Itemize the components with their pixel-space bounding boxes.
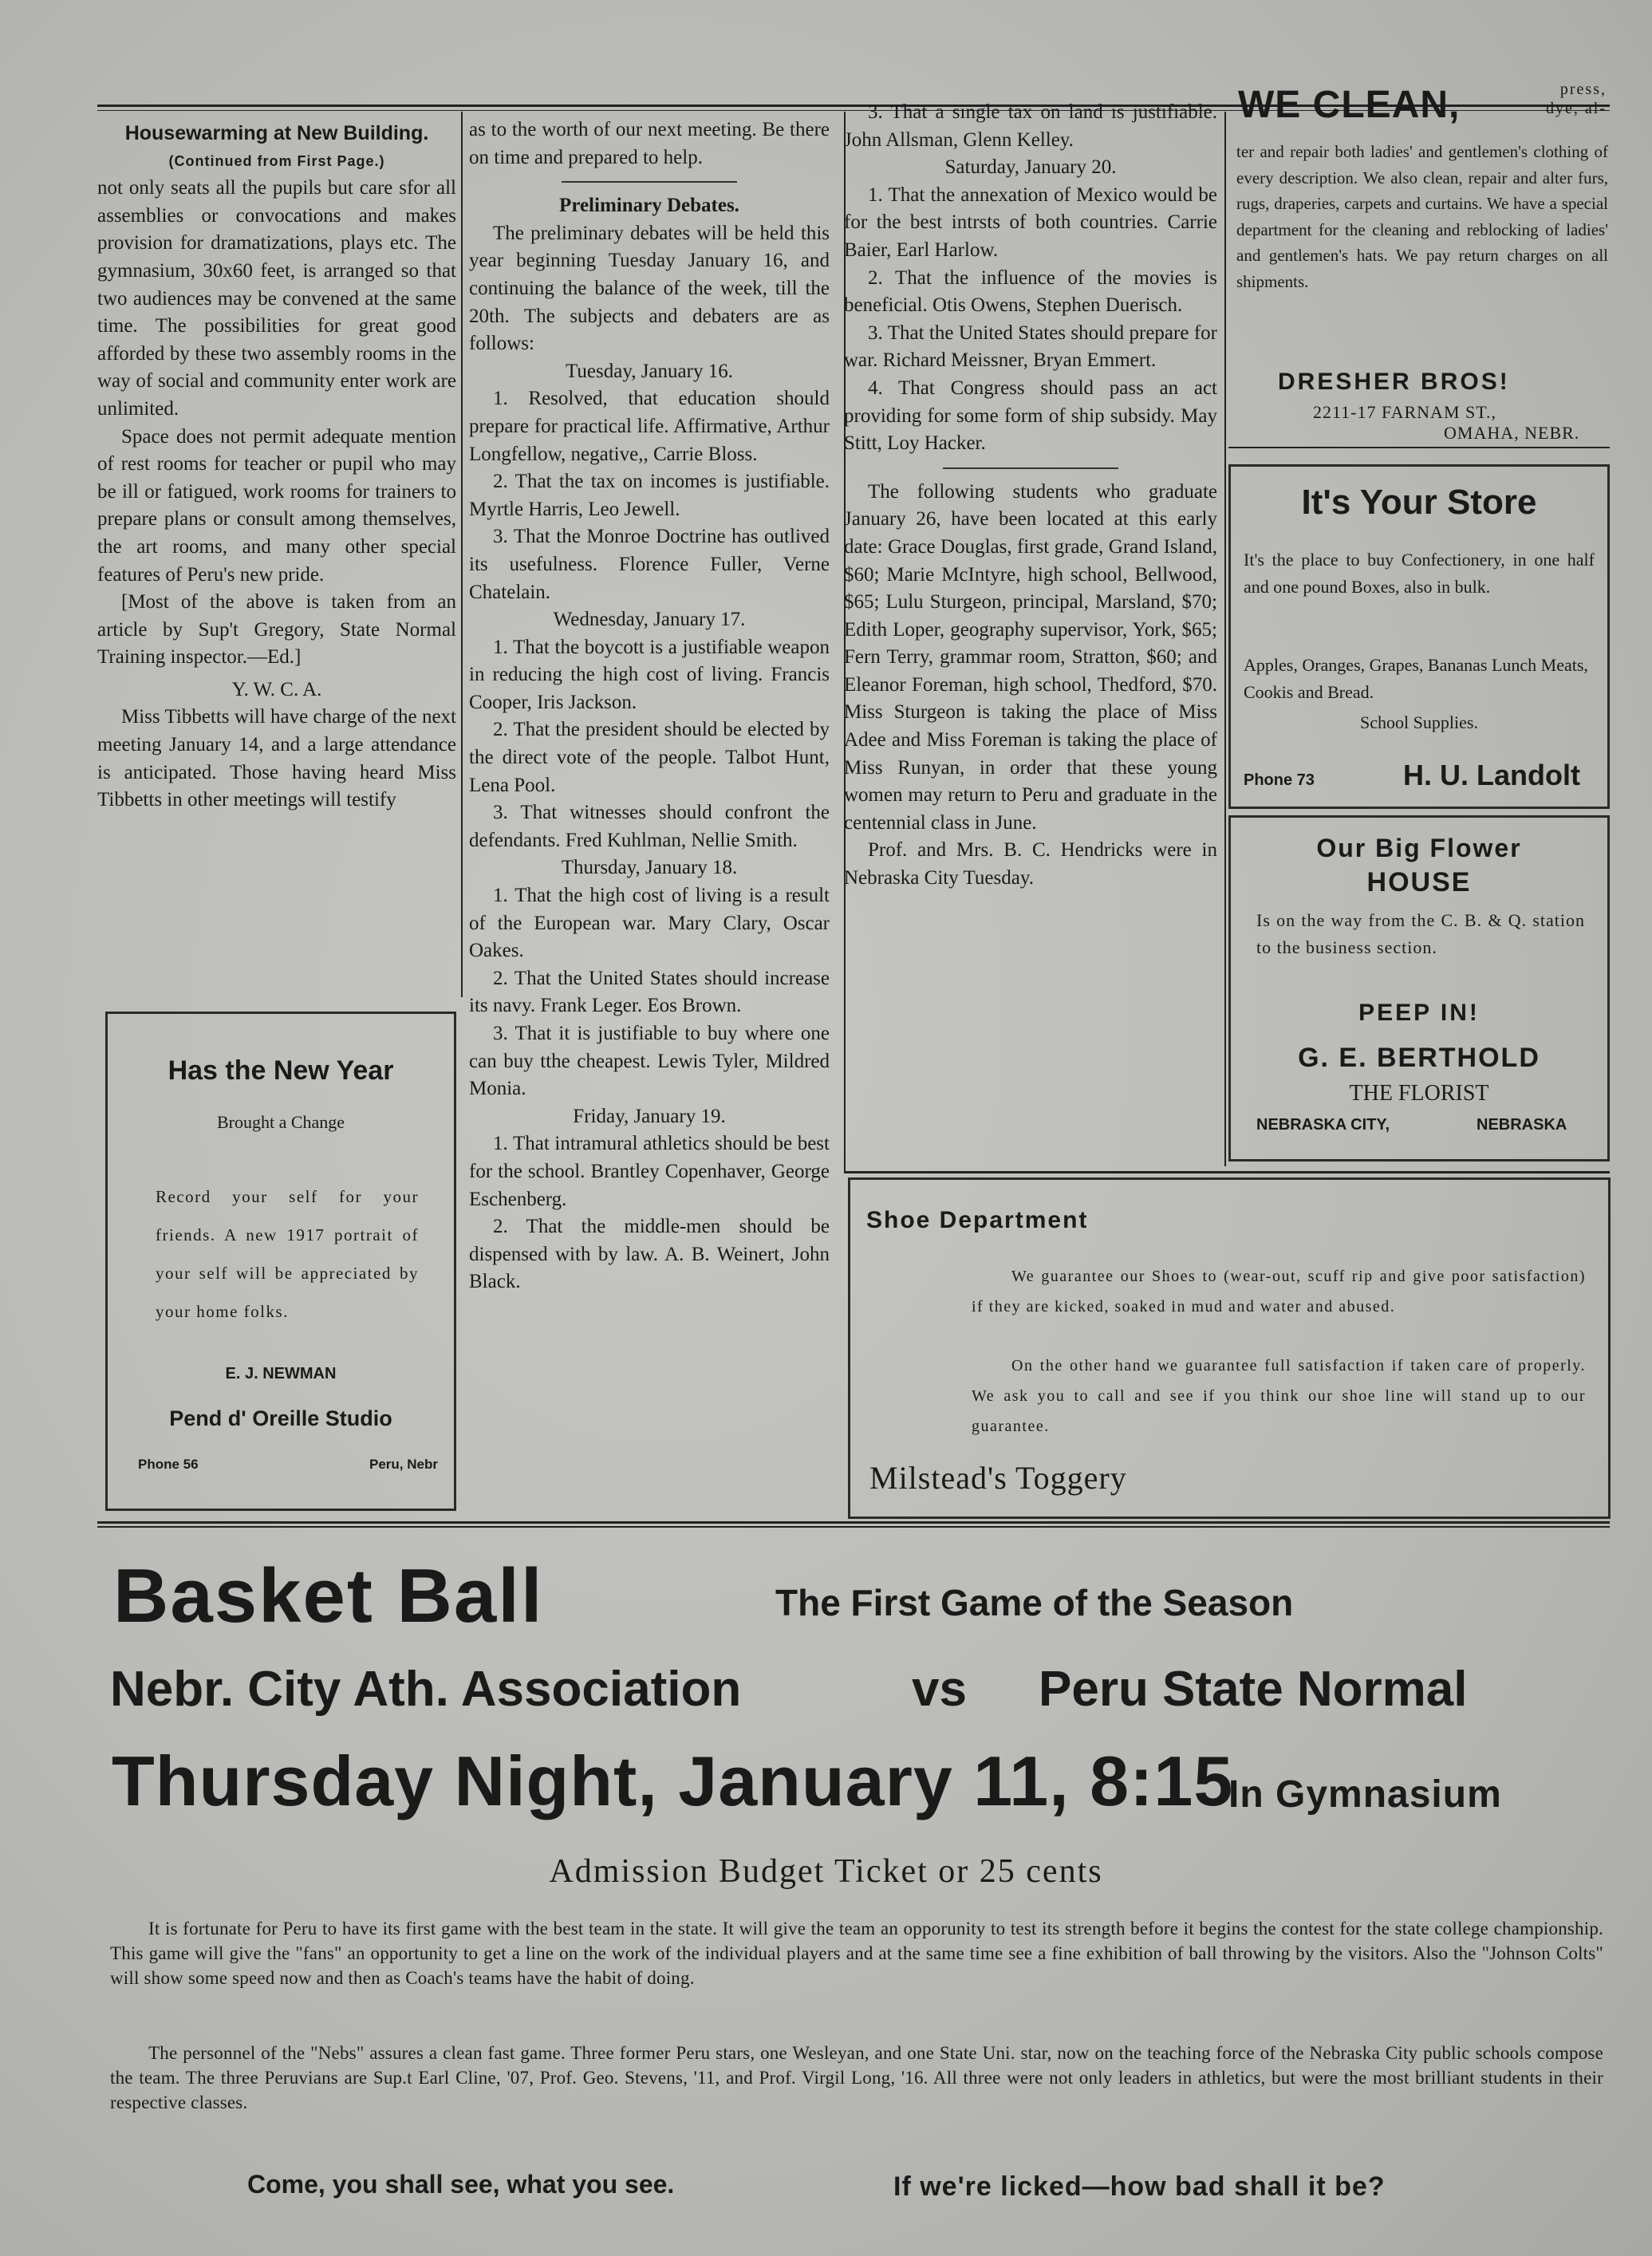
divider bbox=[562, 181, 737, 183]
debate-item: 3. That the Monroe Doctrine has outlived its usefulness. Florence Fuller, Verne Chatelain. bbox=[469, 526, 830, 603]
announcement-subtitle: The First Game of the Season bbox=[775, 1582, 1294, 1623]
slogan: If we're licked—how bad shall it be? bbox=[893, 2171, 1386, 2202]
ad-name: H. U. Landolt bbox=[1403, 759, 1580, 791]
game-location: In Gymnasium bbox=[1228, 1773, 1502, 1816]
debate-item: 4. That Congress should pass an act providing for some form of ship subsidy. May Stitt, Loy Hacker. bbox=[844, 377, 1217, 455]
debate-item: 3. That the United States should prepare for war. Richard Meissner, Bryan Emmert. bbox=[844, 321, 1217, 372]
ad-name: DRESHER BROS! bbox=[1278, 369, 1510, 395]
ad-body: Record your self for your friends. A new 1917 portrait of your self will be appreciated by your home folks. bbox=[156, 1187, 419, 1321]
ad-peep: PEEP IN! bbox=[1358, 1000, 1480, 1026]
column-3 bbox=[844, 99, 1217, 893]
ad-title: It's Your Store bbox=[1301, 483, 1537, 522]
ad-body: Apples, Oranges, Grapes, Bananas Lunch Meats, Cookis and Bread. bbox=[1244, 655, 1588, 702]
column-divider bbox=[461, 112, 463, 997]
announcement-title: Basket Ball bbox=[113, 1553, 544, 1639]
we-clean-ad bbox=[1228, 73, 1610, 447]
ad-body: It's the place to buy Confectionery, in one half and one pound Boxes, also in bulk. bbox=[1244, 550, 1595, 597]
ad-state: NEBRASKA bbox=[1477, 1116, 1567, 1134]
ad-title: Our Big Flower bbox=[1316, 834, 1522, 862]
article-paragraph: Prof. and Mrs. B. C. Hendricks were in Nebraska City Tuesday. bbox=[844, 839, 1217, 889]
article-paragraph: Miss Tibbetts will have charge of the next meeting January 14, and a large attendance is anticipated. Those having heard Miss Tibbetts in other meetings will testify bbox=[97, 706, 456, 811]
versus: vs bbox=[912, 1662, 967, 1717]
date-heading: Wednesday, January 17. bbox=[553, 609, 746, 631]
team-one: Nebr. City Ath. Association bbox=[110, 1662, 742, 1717]
ad-address: OMAHA, NEBR. bbox=[1444, 423, 1580, 443]
ad-title: Shoe Department bbox=[866, 1207, 1089, 1233]
ad-phone: Phone 73 bbox=[1244, 771, 1315, 789]
debate-item: 2. That the middle-men should be dispensed with by law. A. B. Weinert, John Black. bbox=[469, 1216, 830, 1293]
admission: Admission Budget Ticket or 25 cents bbox=[549, 1853, 1103, 1890]
column-1 bbox=[97, 120, 456, 814]
berthold-florist-ad bbox=[1228, 815, 1610, 1162]
debate-item: 2. That the president should be elected by the direct vote of the people. Talbot Hunt, Lena Pool. bbox=[469, 719, 830, 796]
ad-title: Has the New Year bbox=[168, 1055, 394, 1086]
section-rule bbox=[97, 1521, 1610, 1524]
article-paragraph: not only seats all the pupils but care sfor all assemblies or convocations and makes provision for dramatizations, plays etc. The gymnasium, 30x60 feet, is arranged so that two audiences may be convened at the same time. The possibilities for great good afforded by these two assembly rooms in the way of social and community enter work are unlimited. bbox=[97, 177, 456, 420]
ad-florist: THE FLORIST bbox=[1349, 1081, 1489, 1106]
article-paragraph: The following students who graduate January 26, have been located at this early date: Grace Douglas, first grade, Grand Island, $60; Marie McIntyre, high school, Bellwood, $65; Lulu Sturgeon, principal, Marsland, $70; Edith Loper, geography supervisor, York, $65; Fern Terry, grammar room, Stratton, $60; and Eleanor Foreman, high school, Thedford, $70. Miss Sturgeon is taking the place of Miss Adee and Miss Foreman is taking the place of Miss Runyan, in order that these young women may return to Peru and graduate in the centennial class in June. bbox=[844, 480, 1217, 834]
ad-address: 2211-17 FARNAM ST., bbox=[1313, 402, 1497, 422]
ad-name: E. J. NEWMAN bbox=[225, 1365, 337, 1382]
date-heading: Friday, January 19. bbox=[573, 1105, 726, 1127]
column-divider bbox=[1224, 112, 1226, 1166]
article-paragraph: Space does not permit adequate mention of rest rooms for teacher or pupil who may be ill or fatigued, work rooms for trainers to prepare plans or consult among themselves, the art rooms, and many other special features of Peru's new pride. bbox=[97, 425, 456, 586]
section-rule bbox=[97, 1526, 1610, 1528]
announcement-paragraph: It is fortunate for Peru to have its first game with the best team in the state. It will give the team an opporunity to test its strength before it begins the contest for the state college championship. This game will give the "fans" an opportunity to get a line on the work of the individual players and at the same time see a fine exhibition of ball throwing by the visitors. Also the "Johnson Colts" will show some speed now and then as Coach's teams have the habit of doing. bbox=[110, 1919, 1603, 1988]
debate-item: 1. Resolved, that education should prepare for practical life. Affirmative, Arthur Longfellow, negative,, Carrie Bloss. bbox=[469, 388, 830, 465]
debate-item: 3. That witnesses should confront the defendants. Fred Kuhlman, Nellie Smith. bbox=[469, 802, 830, 851]
ad-body: On the other hand we guarantee full satisfaction if taken care of properly. We ask you to call and see if you think our shoe line will stand up to our guarantee. bbox=[972, 1357, 1586, 1435]
ad-title: WE CLEAN, bbox=[1238, 84, 1461, 126]
ad-subtitle: Brought a Change bbox=[216, 1112, 345, 1132]
article-paragraph: [Most of the above is taken from an article by Sup't Gregory, State Normal Training inspector.—Ed.] bbox=[97, 591, 456, 669]
ad-body: Is on the way from the C. B. & Q. station to the business section. bbox=[1256, 910, 1585, 957]
debate-item: 2. That the United States should increase its navy. Frank Leger. Eos Brown. bbox=[469, 967, 830, 1017]
debate-item: 1. That the high cost of living is a result of the European war. Mary Clary, Oscar Oakes. bbox=[469, 885, 830, 962]
debate-item: 2. That the influence of the movies is beneficial. Otis Owens, Stephen Duerisch. bbox=[844, 266, 1217, 317]
debate-item: 3. That it is justifiable to buy where one can buy tthe cheapest. Lewis Tyler, Mildred Monia. bbox=[469, 1023, 830, 1100]
ad-phone: Phone 56 bbox=[138, 1457, 199, 1472]
landolt-store-ad bbox=[1228, 464, 1610, 809]
debate-item: 1. That the boycott is a justifiable weapon in reducing the high cost of living. Francis Cooper, Iris Jackson. bbox=[469, 636, 830, 713]
debate-item: 1. That the annexation of Mexico would be for the best intrsts of both countries. Carrie Baier, Earl Harlow. bbox=[844, 183, 1217, 261]
ad-body: We guarantee our Shoes to (wear-out, scuff rip and give poor satisfaction) if they are kicked, soaked in mud and water and abused. bbox=[972, 1268, 1586, 1315]
shoe-department-ad bbox=[848, 1177, 1611, 1519]
section-heading: Y. W. C. A. bbox=[231, 678, 322, 700]
date-heading: Tuesday, January 16. bbox=[566, 360, 733, 382]
ad-rule bbox=[844, 1171, 1610, 1173]
team-two: Peru State Normal bbox=[1039, 1662, 1468, 1717]
ad-title: HOUSE bbox=[1366, 867, 1472, 897]
newman-studio-ad bbox=[105, 1012, 456, 1511]
ad-name: G. E. BERTHOLD bbox=[1298, 1043, 1540, 1073]
ad-rule bbox=[1228, 447, 1610, 448]
ad-place: Peru, Nebr bbox=[369, 1457, 438, 1472]
slogan: Come, you shall see, what you see. bbox=[247, 2170, 675, 2199]
ad-studio: Pend d' Oreille Studio bbox=[169, 1406, 392, 1430]
debate-item: 3. That a single tax on land is justifiable. John Allsman, Glenn Kelley. bbox=[844, 101, 1217, 151]
column-2 bbox=[469, 116, 830, 1296]
date-heading: Saturday, January 20. bbox=[944, 156, 1117, 179]
ad-name: Milstead's Toggery bbox=[869, 1460, 1127, 1496]
debate-item: 2. That the tax on incomes is justifiable. Myrtle Harris, Leo Jewell. bbox=[469, 471, 830, 520]
continued-note: (Continued from First Page.) bbox=[168, 152, 385, 169]
article-paragraph: as to the worth of our next meeting. Be there on time and prepared to help. bbox=[469, 119, 830, 168]
ad-city: NEBRASKA CITY, bbox=[1256, 1116, 1390, 1134]
ad-title-small: press, dye, al- bbox=[1546, 81, 1607, 117]
ad-body: ter and repair both ladies' and gentlemen's clothing of every description. We also clean, repair and alter furs, rugs, draperies, carpets and curtains. We have a special department for the cleaning and reblocking of ladies' and gentlemen's hats. We pay return charges on all shipments. bbox=[1236, 142, 1608, 291]
announcement-paragraph: The personnel of the "Nebs" assures a clean fast game. Three former Peru stars, one Wesleyan, and one State Uni. star, now on the teaching force of the Nebraska City public schools compose the team. The three Peruvians are Sup.t Earl Cline, '07, Prof. Geo. Stevens, '11, and Prof. Virgil Long, '16. All three were not only leaders in athletics, but were the most brilliant students in their respective classes. bbox=[110, 2043, 1603, 2112]
game-time: Thursday Night, January 11, 8:15 bbox=[112, 1741, 1234, 1820]
date-heading: Thursday, January 18. bbox=[561, 857, 738, 879]
article-heading: Housewarming at New Building. bbox=[124, 122, 429, 144]
ad-body: School Supplies. bbox=[1360, 712, 1478, 732]
divider bbox=[943, 467, 1118, 469]
article-heading: Preliminary Debates. bbox=[559, 195, 739, 217]
article-paragraph: The preliminary debates will be held this year beginning Tuesday January 16, and continuing the balance of the week, till the 20th. The subjects and debaters are as follows: bbox=[469, 222, 830, 355]
debate-item: 1. That intramural athletics should be best for the school. Brantley Copenhaver, George Eschenberg. bbox=[469, 1133, 830, 1210]
